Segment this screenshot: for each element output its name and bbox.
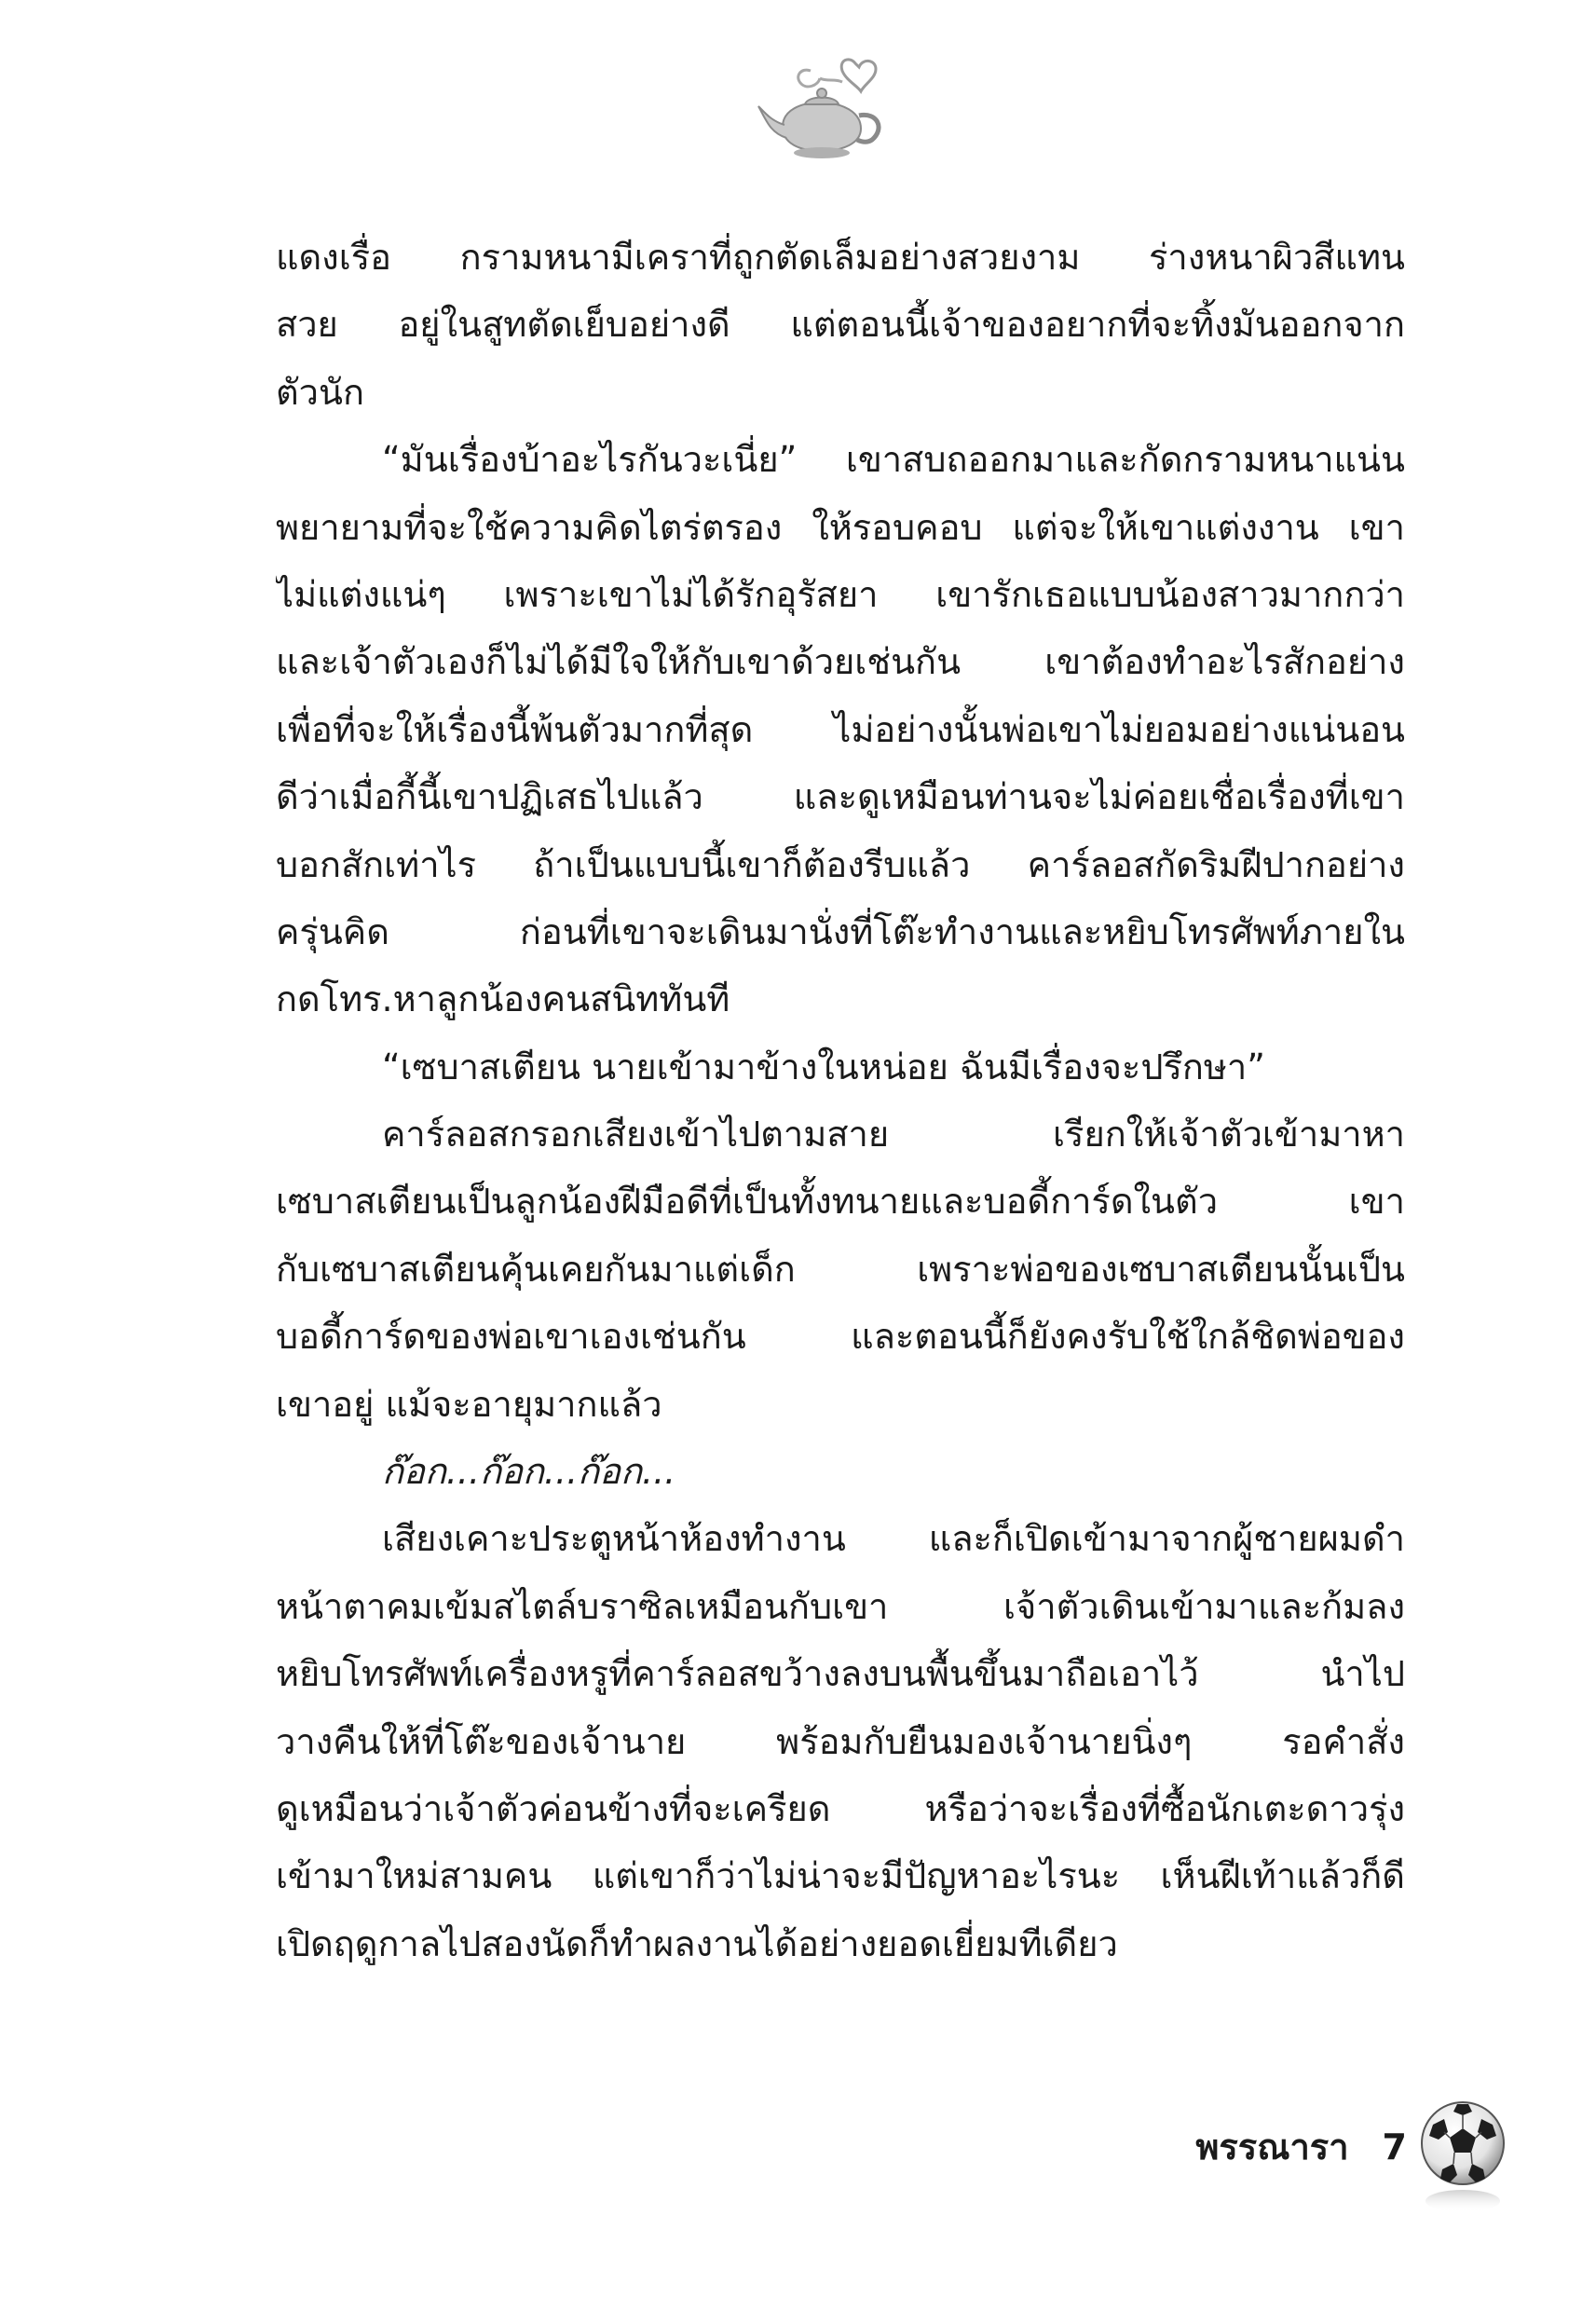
text-line-sound-effect: ก๊อก...ก๊อก...ก๊อก...	[382, 1451, 676, 1493]
text-line: ดีว่าเมื่อกี้นี้เขาปฏิเสธไปแล้ว และดูเหมือนท่านจะไม่ค่อยเชื่อเรื่องที่เขา	[276, 776, 1405, 818]
text-line: วางคืนให้ที่โต๊ะของเจ้านาย พร้อมกับยืนมองเจ้านายนิ่งๆ รอคำสั่ง	[276, 1720, 1405, 1762]
author-name: พรรณารา	[1195, 2126, 1349, 2167]
text-line: พยายามที่จะใช้ความคิดไตร่ตรอง ให้รอบคอบ แต่จะให้เขาแต่งงาน เขา	[276, 506, 1405, 548]
text-line: และเจ้าตัวเองก็ไม่ได้มีใจให้กับเขาด้วยเช่นกัน เขาต้องทำอะไรสักอย่าง	[276, 641, 1405, 683]
text-line: ดูเหมือนว่าเจ้าตัวค่อนข้างที่จะเครียด หรือว่าจะเรื่องที่ซื้อนักเตะดาวรุ่ง	[276, 1787, 1405, 1829]
text-line: หน้าตาคมเข้มสไตล์บราซิลเหมือนกับเขา เจ้าตัวเดินเข้ามาและก้มลง	[276, 1585, 1405, 1627]
text-line: เพื่อที่จะให้เรื่องนี้พ้นตัวมากที่สุด ไม่อย่างนั้นพ่อเขาไม่ยอมอย่างแน่นอน	[276, 708, 1405, 750]
page-footer	[1127, 2125, 1407, 2169]
fairy-teapot-ornament-icon	[745, 54, 894, 166]
text-line: “เซบาสเตียน นายเข้ามาข้างในหน่อย ฉันมีเรื่องจะปรึกษา”	[382, 1046, 1265, 1087]
text-line: คาร์ลอสกรอกเสียงเข้าไปตามสาย เรียกให้เจ้าตัวเข้ามาหา	[382, 1114, 1405, 1156]
text-line: เซบาสเตียนเป็นลูกน้องฝีมือดีที่เป็นทั้งทนายและบอดี้การ์ดในตัว เขา	[276, 1181, 1405, 1223]
text-line: กับเซบาสเตียนคุ้นเคยกันมาแต่เด็ก เพราะพ่อของเซบาสเตียนนั้นเป็น	[276, 1248, 1405, 1290]
text-line: “มันเรื่องบ้าอะไรกันวะเนี่ย” เขาสบถออกมาและกัดกรามหนาแน่น	[382, 439, 1405, 481]
page-number: 7	[1382, 2126, 1407, 2167]
text-line: เข้ามาใหม่สามคน แต่เขาก็ว่าไม่น่าจะมีปัญหาอะไรนะ เห็นฝีเท้าแล้วก็ดี	[276, 1855, 1405, 1897]
text-line: บอกสักเท่าไร ถ้าเป็นแบบนี้เขาก็ต้องรีบแล้ว คาร์ลอสกัดริมฝีปากอย่าง	[276, 843, 1405, 885]
text-line: เปิดฤดูกาลไปสองนัดก็ทำผลงานได้อย่างยอดเยี่ยมทีเดียว	[276, 1922, 1118, 1964]
text-line: ไม่แต่งแน่ๆ เพราะเขาไม่ได้รักอุรัสยา เขารักเธอแบบน้องสาวมากกว่า	[276, 573, 1405, 615]
text-line: บอดี้การ์ดของพ่อเขาเองเช่นกัน และตอนนี้ก็ยังคงรับใช้ใกล้ชิดพ่อของ	[276, 1316, 1405, 1358]
text-line: เสียงเคาะประตูหน้าห้องทำงาน และก็เปิดเข้ามาจากผู้ชายผมดำ	[382, 1518, 1405, 1560]
text-line: หยิบโทรศัพท์เครื่องหรูที่คาร์ลอสขว้างลงบนพื้นขึ้นมาถือเอาไว้ นำไป	[276, 1653, 1405, 1695]
text-line: กดโทร.หาลูกน้องคนสนิททันที	[276, 978, 730, 1020]
text-line: เขาอยู่ แม้จะอายุมากแล้ว	[276, 1383, 662, 1425]
soccer-ball-icon	[1414, 2097, 1511, 2218]
body-text	[276, 224, 1405, 1977]
text-line: ครุ่นคิด ก่อนที่เขาจะเดินมานั่งที่โต๊ะทำงานและหยิบโทรศัพท์ภายใน	[276, 910, 1405, 952]
text-line: แดงเรื่อ กรามหนามีเคราที่ถูกตัดเล็มอย่างสวยงาม ร่างหนาผิวสีแทน	[276, 237, 1405, 278]
text-line: สวย อยู่ในสูทตัดเย็บอย่างดี แต่ตอนนี้เจ้าของอยากที่จะทิ้งมันออกจาก	[276, 304, 1405, 346]
text-line: ตัวนัก	[276, 371, 364, 413]
